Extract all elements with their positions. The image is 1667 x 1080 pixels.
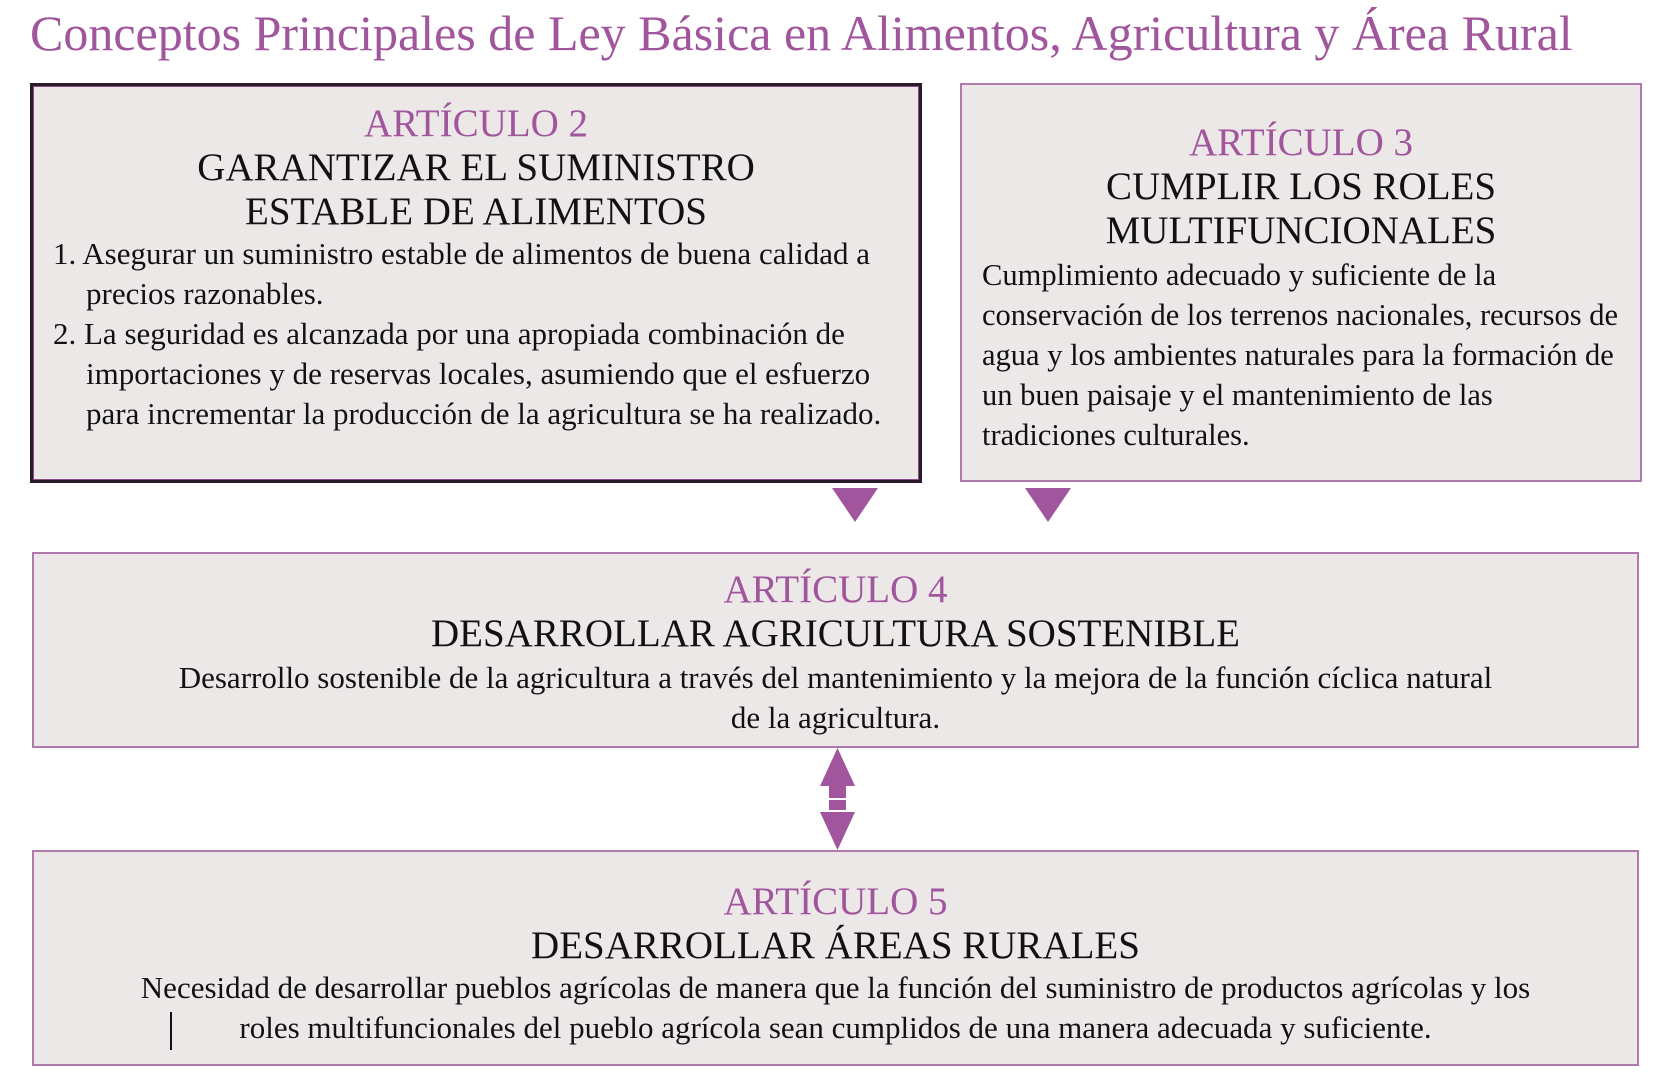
article-3-heading-line-1: CUMPLIR LOS ROLES [1105, 165, 1497, 208]
article-3-box[interactable] [960, 83, 1642, 482]
page-title: Conceptos Principales de Ley Básica en Alimentos, Agricultura y Área Rural [30, 5, 1573, 61]
article-5-label: ARTÍCULO 5 [723, 880, 948, 923]
text-cursor [170, 1012, 172, 1050]
article-2-box[interactable] [30, 83, 922, 483]
article-5-body-line-2: roles multifuncionales del pueblo agrícola sean cumplidos de una manera adecuada y suficiente. [239, 1010, 1432, 1045]
article-4-label: ARTÍCULO 4 [723, 568, 948, 611]
article-4-body-line-2: de la agricultura. [730, 700, 941, 735]
article-2-heading-line-1: GARANTIZAR EL SUMINISTRO [197, 146, 755, 189]
article-3-body: Cumplimiento adecuado y suficiente de la conservación de los terrenos nacionales, recursos de agua y los ambientes naturales para la formación de un buen paisaje y el mantenimiento de las tradiciones culturales. [982, 258, 1619, 452]
article-5-heading: DESARROLLAR ÁREAS RURALES [531, 924, 1140, 967]
article-5-box[interactable] [32, 850, 1639, 1066]
article-2-label: ARTÍCULO 2 [363, 102, 589, 145]
article-5-body-line-1: Necesidad de desarrollar pueblos agrícolas de manera que la función del suministro de productos agrícolas y los [140, 970, 1531, 1005]
article-2-item-1: 1. Asegurar un suministro estable de alimentos de buena calidad a precios razonables. [53, 236, 870, 311]
double-arrow-icon [815, 748, 860, 850]
article-4-box[interactable] [32, 552, 1639, 748]
article-2-heading-line-2: ESTABLE DE ALIMENTOS [245, 190, 707, 233]
article-3-label: ARTÍCULO 3 [1188, 121, 1414, 164]
article-4-heading: DESARROLLAR AGRICULTURA SOSTENIBLE [431, 612, 1240, 655]
article-3-heading-line-2: MULTIFUNCIONALES [1105, 209, 1497, 252]
article-2-item-2: 2. La seguridad es alcanzada por una apropiada combinación de importaciones y de reservas locales, asumiendo que el esfuerzo para incrementar la producción de la agricultura se ha realizado. [53, 316, 882, 431]
arrow-down-from-article-2 [830, 486, 880, 524]
article-4-body-line-1: Desarrollo sostenible de la agricultura a través del mantenimiento y la mejora de la función cíclica natural [178, 660, 1493, 695]
arrow-down-from-article-3 [1023, 486, 1073, 524]
